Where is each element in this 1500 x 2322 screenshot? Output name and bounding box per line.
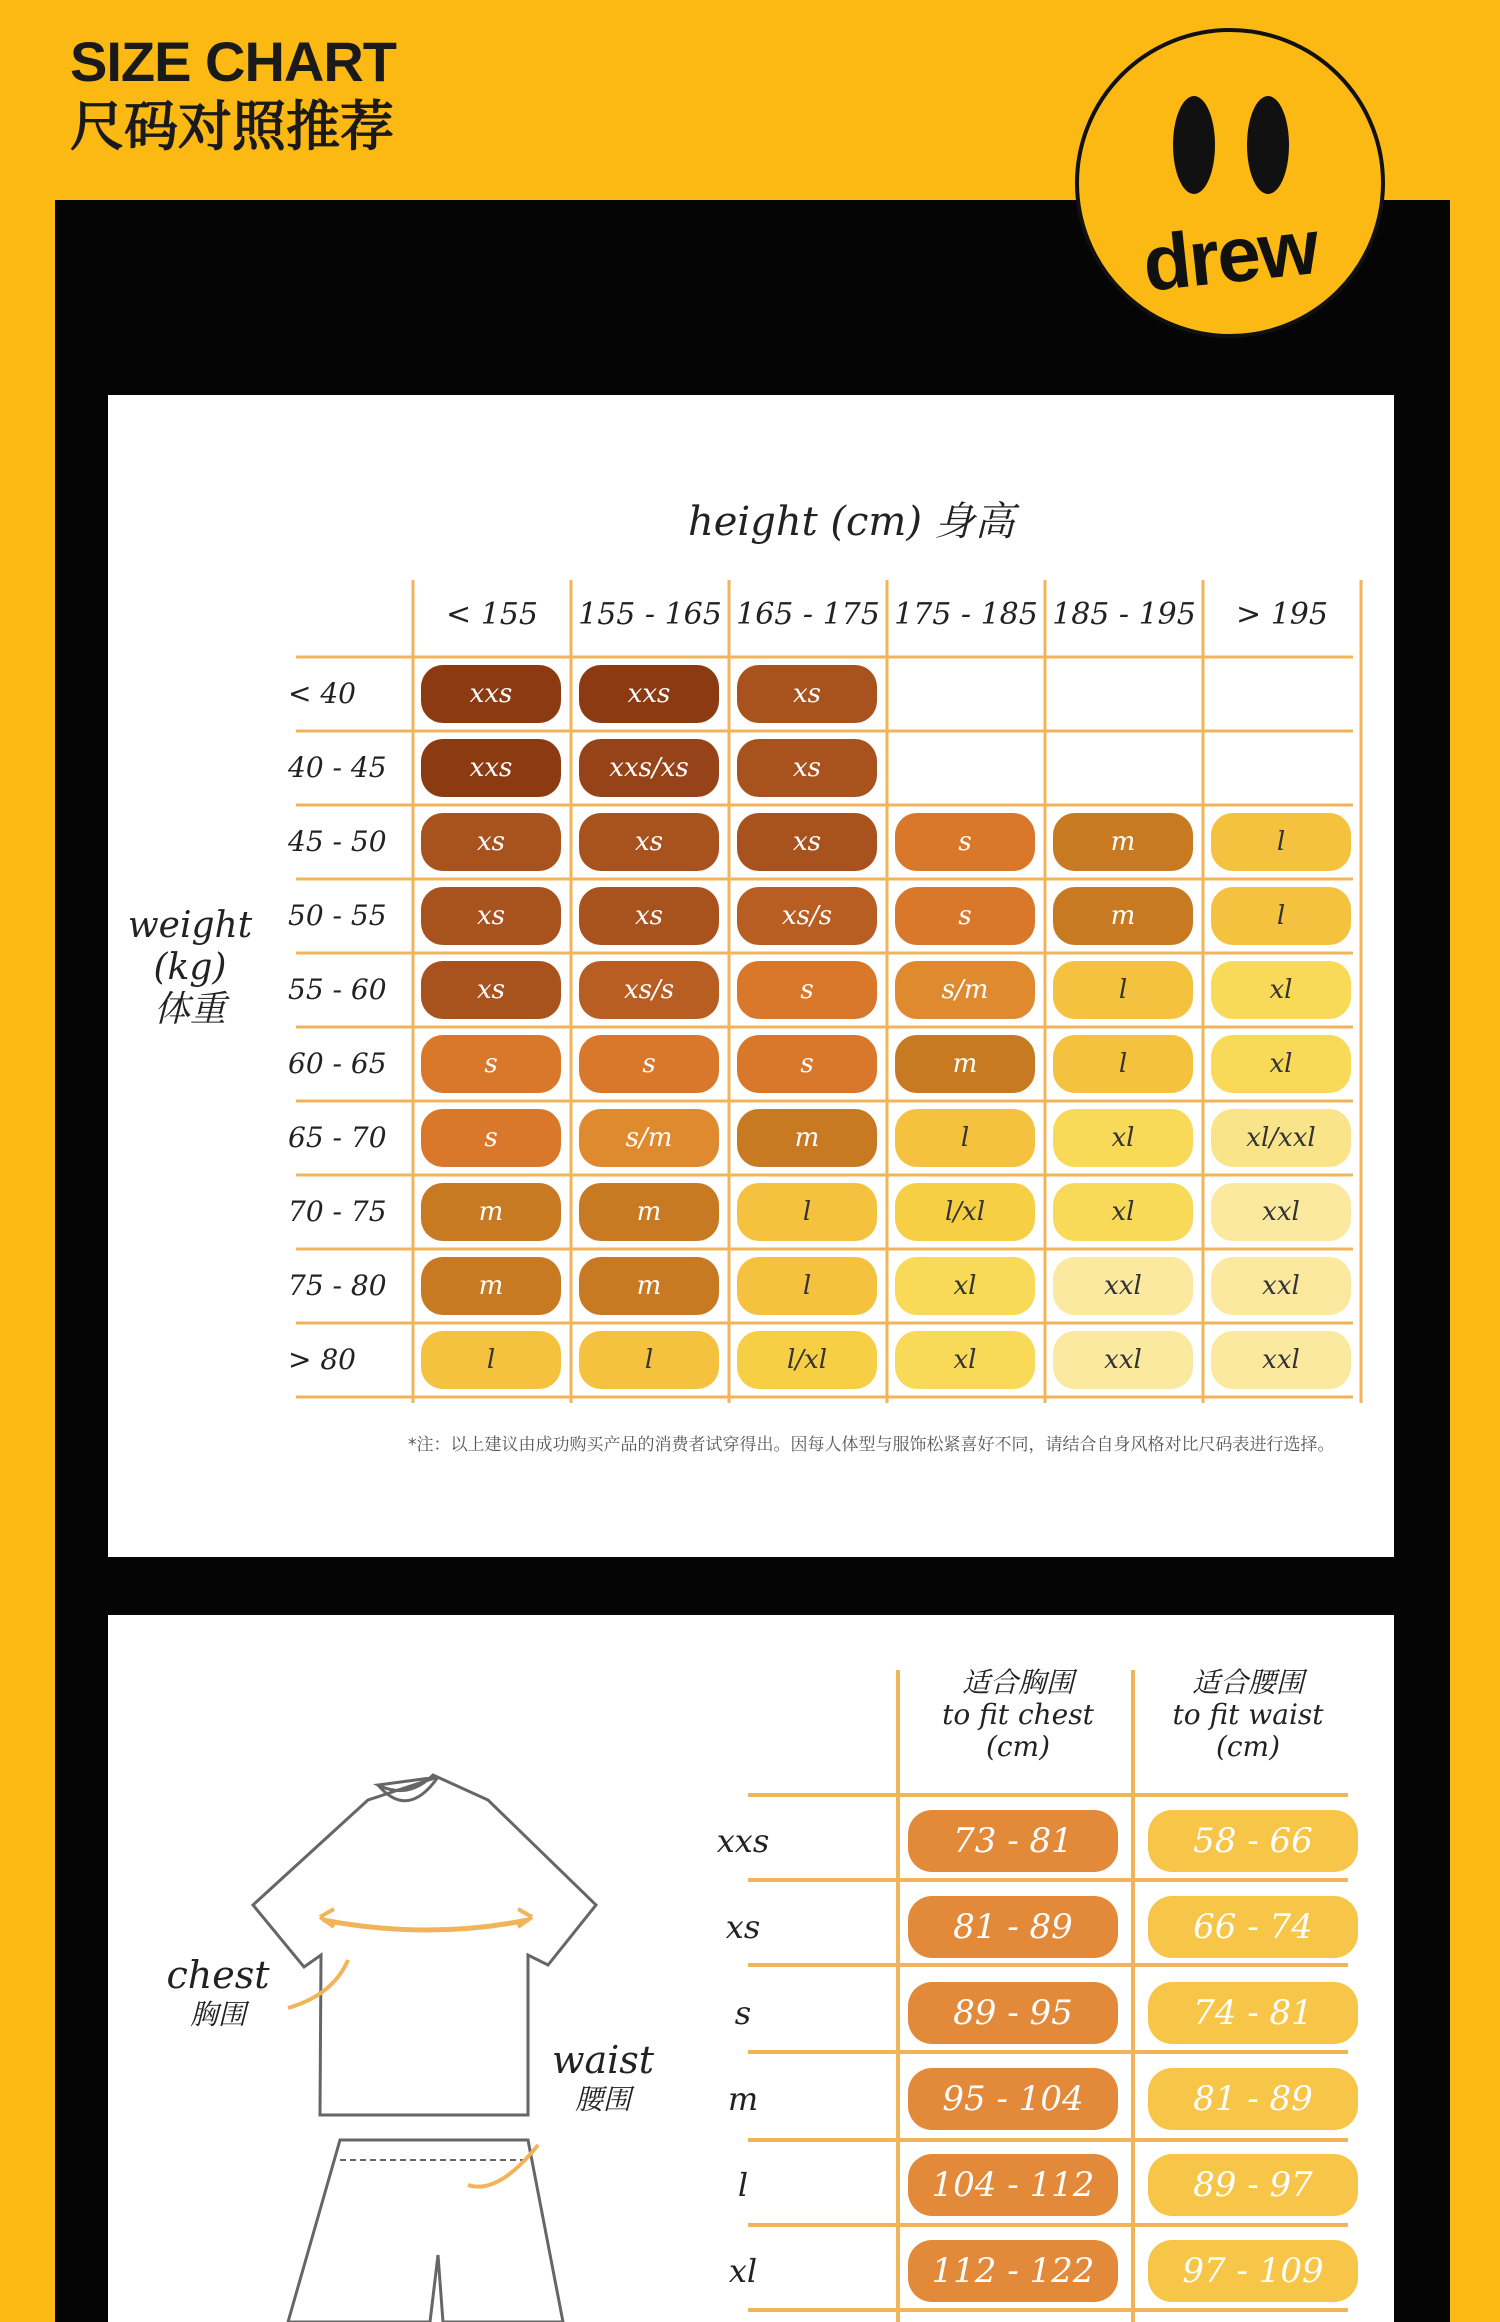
weight-row-header: 75 - 80: [288, 1269, 387, 1302]
chest-range-cell: 112 - 122: [908, 2240, 1118, 2302]
chest-range-cell: 89 - 95: [908, 1982, 1118, 2044]
size-cell: xs/s: [737, 887, 877, 945]
size-cell: m: [1053, 887, 1193, 945]
fit-size-label: m: [727, 2080, 759, 2118]
size-cell: xxl: [1053, 1331, 1193, 1389]
size-cell: m: [421, 1257, 561, 1315]
chest-label-en: chest: [166, 1953, 270, 1997]
weight-row-header: > 80: [288, 1343, 356, 1376]
size-cell: l/xl: [895, 1183, 1035, 1241]
size-cell: m: [421, 1183, 561, 1241]
height-axis-title: height (cm) 身高: [688, 499, 1015, 545]
page-subtitle: 尺码对照推荐: [70, 95, 394, 158]
weight-row-header: 70 - 75: [288, 1195, 387, 1228]
size-cell: xxl: [1211, 1183, 1351, 1241]
weight-label-unit: (kg): [153, 947, 227, 988]
waist-header-cn: 适合腰围: [1191, 1666, 1304, 1699]
size-cell: xs: [421, 961, 561, 1019]
size-cell: m: [1053, 813, 1193, 871]
fit-size-label: xxs: [716, 1822, 770, 1860]
logo-wordmark: drew: [1138, 202, 1322, 308]
size-cell: xs: [737, 813, 877, 871]
size-cell: xl: [895, 1331, 1035, 1389]
size-cell: xxs: [421, 665, 561, 723]
size-cell: l: [421, 1331, 561, 1389]
weight-row-header: 40 - 45: [288, 751, 387, 784]
size-cell: s: [895, 813, 1035, 871]
weight-row-header: 65 - 70: [288, 1121, 387, 1154]
size-cell: s: [421, 1035, 561, 1093]
height-column-header: < 155: [446, 597, 538, 632]
size-cell: xxl: [1211, 1257, 1351, 1315]
fit-table-panel: [108, 1615, 1394, 2322]
chest-range-cell: 104 - 112: [908, 2154, 1118, 2216]
size-cell: m: [579, 1183, 719, 1241]
height-column-header: > 195: [1236, 597, 1328, 632]
footnote: *注：以上建议由成功购买产品的消费者试穿得出。因每人体型与服饰松紧喜好不同，请结合自身风格对比尺码表进行选择。: [408, 1435, 1335, 1455]
size-cell: s/m: [579, 1109, 719, 1167]
waist-range-cell: 74 - 81: [1148, 1982, 1358, 2044]
size-cell: xxs: [579, 665, 719, 723]
header: [70, 30, 396, 160]
waist-range-cell: 89 - 97: [1148, 2154, 1358, 2216]
size-cell: l: [1053, 1035, 1193, 1093]
waist-column-header: [1138, 1667, 1358, 1763]
size-cell: xs: [579, 887, 719, 945]
chest-label-cn: 胸围: [189, 1998, 246, 2031]
fit-size-label: l: [737, 2166, 749, 2204]
size-cell: xs: [421, 813, 561, 871]
waist-range-cell: 97 - 109: [1148, 2240, 1358, 2302]
size-cell: xl: [1211, 961, 1351, 1019]
size-cell: xl: [1211, 1035, 1351, 1093]
weight-row-header: < 40: [288, 677, 356, 710]
weight-label-cn: 体重: [153, 989, 226, 1030]
size-cell: l: [1053, 961, 1193, 1019]
size-cell: xs: [737, 739, 877, 797]
size-cell: s: [895, 887, 1035, 945]
size-cell: s: [579, 1035, 719, 1093]
size-cell: l/xl: [737, 1331, 877, 1389]
size-cell: xxl: [1053, 1257, 1193, 1315]
left-eye-icon: [1173, 96, 1215, 194]
chest-label: [158, 1955, 278, 2035]
size-cell: l: [737, 1183, 877, 1241]
size-cell: l: [895, 1109, 1035, 1167]
size-cell: m: [895, 1035, 1035, 1093]
waist-header-en: to fit waist: [1172, 1698, 1324, 1731]
waist-label: [533, 2040, 673, 2120]
waist-label-en: waist: [551, 2038, 655, 2082]
size-cell: xs: [579, 813, 719, 871]
size-cell: s: [737, 961, 877, 1019]
chest-range-cell: 95 - 104: [908, 2068, 1118, 2130]
size-cell: xxs/xs: [579, 739, 719, 797]
chest-column-header: [908, 1667, 1128, 1763]
size-cell: xs: [421, 887, 561, 945]
waist-label-cn: 腰围: [574, 2083, 631, 2116]
fit-size-label: xs: [725, 1908, 761, 1946]
chest-header-cn: 适合胸围: [961, 1666, 1074, 1699]
size-cell: l: [579, 1331, 719, 1389]
shorts-icon: [288, 2140, 563, 2322]
size-cell: s/m: [895, 961, 1035, 1019]
chest-header-unit: (cm): [985, 1730, 1051, 1763]
size-cell: l: [1211, 887, 1351, 945]
waist-header-unit: (cm): [1215, 1730, 1281, 1763]
weight-row-header: 55 - 60: [288, 973, 387, 1006]
waist-range-cell: 58 - 66: [1148, 1810, 1358, 1872]
chest-range-cell: 81 - 89: [908, 1896, 1118, 1958]
weight-row-header: 50 - 55: [288, 899, 387, 932]
drew-logo: [1075, 28, 1385, 338]
size-cell: xl: [895, 1257, 1035, 1315]
waist-range-cell: 81 - 89: [1148, 2068, 1358, 2130]
size-grid-panel: [108, 395, 1394, 1557]
right-eye-icon: [1247, 96, 1289, 194]
weight-row-header: 45 - 50: [288, 825, 387, 858]
size-cell: m: [579, 1257, 719, 1315]
size-cell: xxs: [421, 739, 561, 797]
chest-header-en: to fit chest: [942, 1698, 1094, 1731]
weight-label-en: weight: [127, 905, 253, 946]
height-column-header: 175 - 185: [894, 597, 1038, 632]
page-title: SIZE CHART: [70, 30, 396, 93]
fit-size-label: xl: [728, 2252, 758, 2290]
waist-range-cell: 66 - 74: [1148, 1896, 1358, 1958]
size-cell: l: [1211, 813, 1351, 871]
chest-range-cell: 73 - 81: [908, 1810, 1118, 1872]
height-column-header: 155 - 165: [578, 597, 722, 632]
size-cell: s: [421, 1109, 561, 1167]
weight-axis-title: [120, 905, 260, 1031]
height-column-header: 185 - 195: [1052, 597, 1196, 632]
size-cell: xs: [737, 665, 877, 723]
height-column-header: 165 - 175: [736, 597, 880, 632]
size-cell: xl: [1053, 1183, 1193, 1241]
weight-row-header: 60 - 65: [288, 1047, 387, 1080]
size-cell: m: [737, 1109, 877, 1167]
size-cell: s: [737, 1035, 877, 1093]
size-cell: xs/s: [579, 961, 719, 1019]
size-cell: l: [737, 1257, 877, 1315]
size-cell: xl: [1053, 1109, 1193, 1167]
size-cell: xxl: [1211, 1331, 1351, 1389]
fit-size-label: s: [734, 1994, 752, 2032]
size-cell: xl/xxl: [1211, 1109, 1351, 1167]
